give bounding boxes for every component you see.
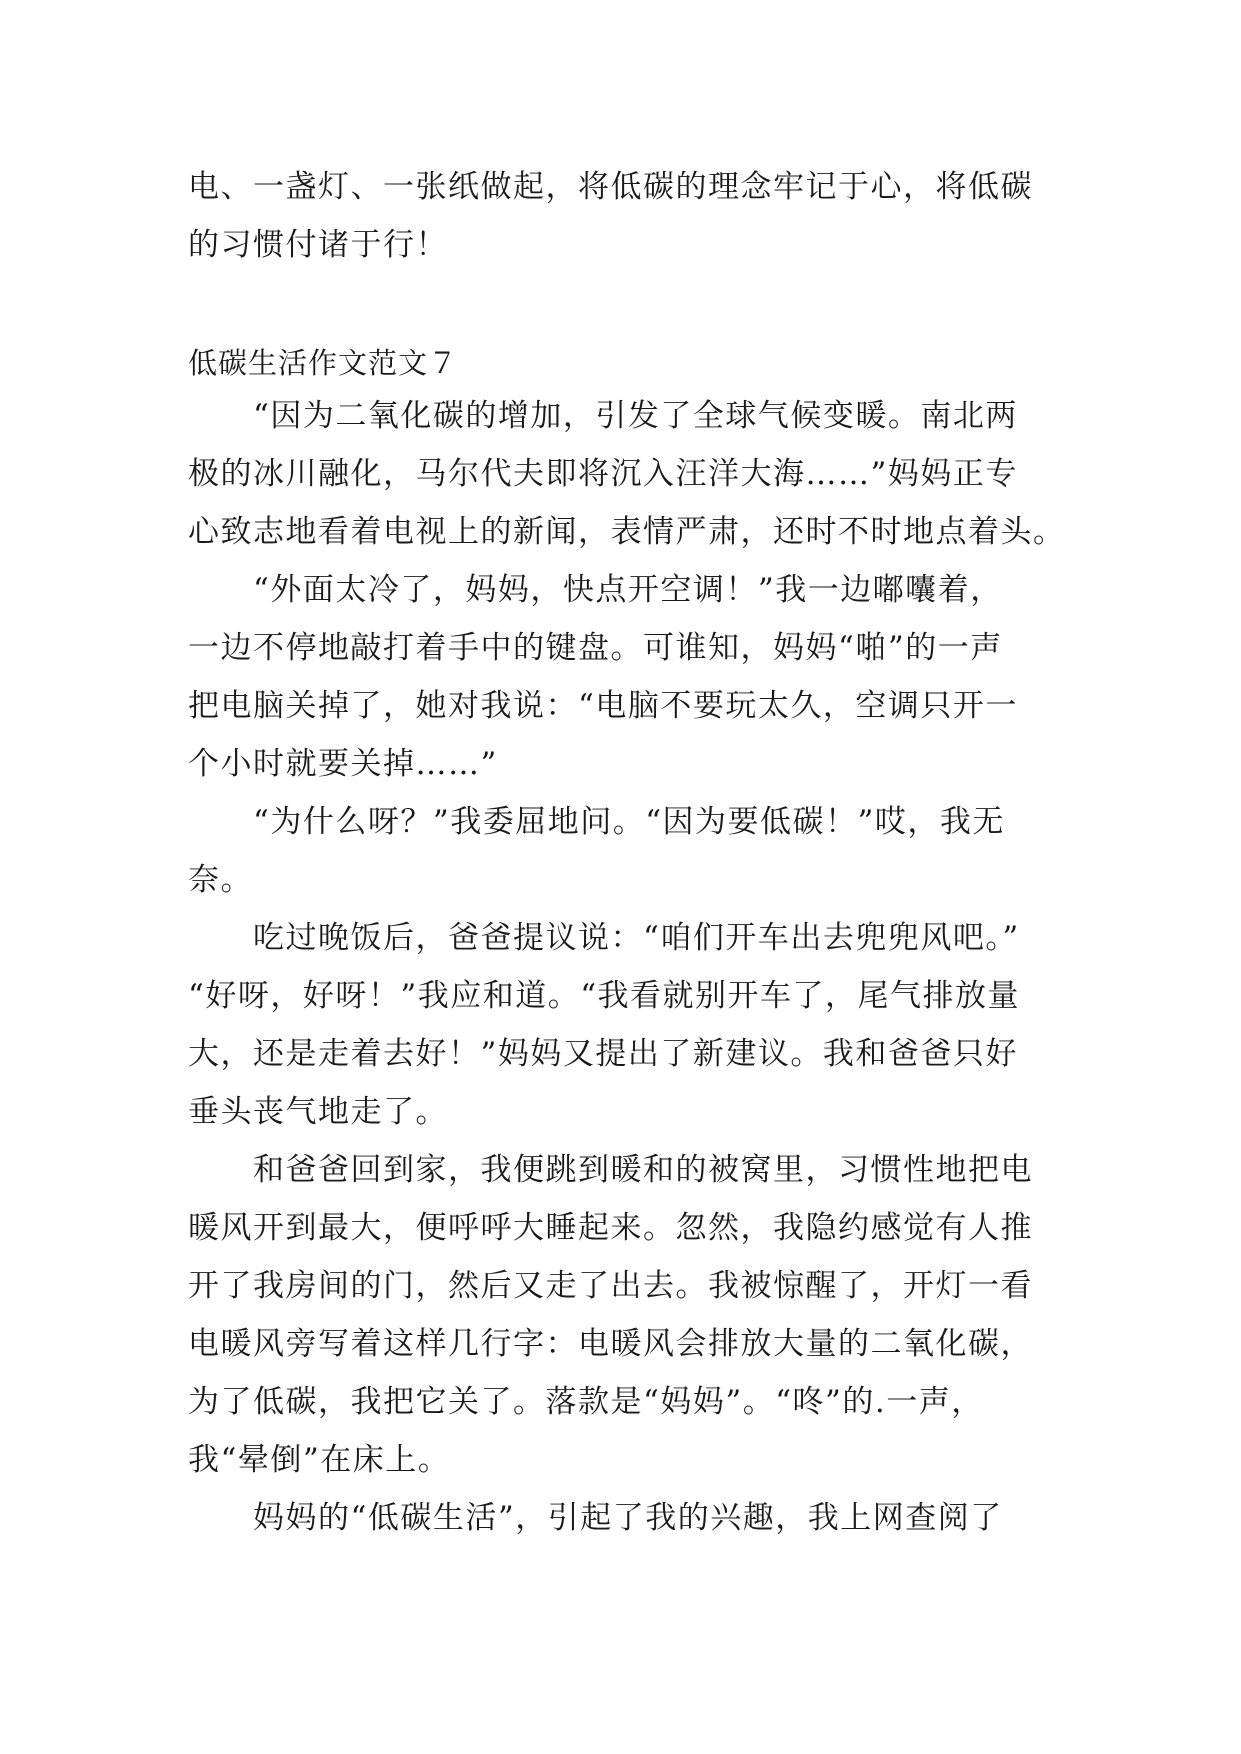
text-line: 大，还是走着去好！”妈妈又提出了新建议。我和爸爸只好: [188, 1036, 1018, 1072]
text-line: 吃过晚饭后，爸爸提议说：“咱们开车出去兜兜风吧。”: [188, 920, 1020, 956]
text-line: 奈。: [188, 862, 253, 898]
text-line: 暖风开到最大，便呼呼大睡起来。忽然，我隐约感觉有人推: [188, 1210, 1033, 1246]
text-line: 和爸爸回到家，我便跳到暖和的被窝里，习惯性地把电: [188, 1152, 1033, 1188]
text-line: “因为二氧化碳的增加，引发了全球气候变暖。南北两: [188, 398, 1018, 434]
text-line: 心致志地看着电视上的新闻，表情严肃，还时不时地点着头。: [188, 514, 1066, 550]
text-line: 个小时就要关掉……”: [188, 746, 498, 782]
text-line: “外面太冷了，妈妈，快点开空调！”我一边嘟囔着，: [188, 572, 1003, 608]
intro-paragraph: [188, 158, 1058, 274]
text-line: 为了低碳，我把它关了。落款是“妈妈”。“咚”的.一声，: [188, 1384, 984, 1420]
essay-body: [188, 387, 1066, 1547]
essay-title: 低碳生活作文范文７: [188, 346, 459, 380]
text-line: 妈妈的“低碳生活”，引起了我的兴趣，我上网查阅了: [188, 1500, 1003, 1536]
text-line: “好呀，好呀！”我应和道。“我看就别开车了，尾气排放量: [188, 978, 1021, 1014]
text-line: 我“晕倒”在床上。: [188, 1442, 451, 1478]
text-line: 极的冰川融化，马尔代夫即将沉入汪洋大海……”妈妈正专: [188, 456, 1018, 492]
text-line: 开了我房间的门，然后又走了出去。我被惊醒了，开灯一看: [188, 1268, 1033, 1304]
text-line: 电、一盏灯、一张纸做起，将低碳的理念牢记于心，将低碳: [188, 169, 1033, 205]
text-line: 的习惯付诸于行！: [188, 227, 448, 263]
text-line: 一边不停地敲打着手中的键盘。可谁知，妈妈“啪”的一声: [188, 630, 1003, 666]
text-line: “为什么呀？”我委屈地问。“因为要低碳！”哎，我无: [188, 804, 1005, 840]
text-line: 把电脑关掉了，她对我说：“电脑不要玩太久，空调只开一: [188, 688, 1018, 724]
text-line: 垂头丧气地走了。: [188, 1094, 448, 1130]
text-line: 电暖风旁写着这样几行字：电暖风会排放大量的二氧化碳，: [188, 1326, 1033, 1362]
